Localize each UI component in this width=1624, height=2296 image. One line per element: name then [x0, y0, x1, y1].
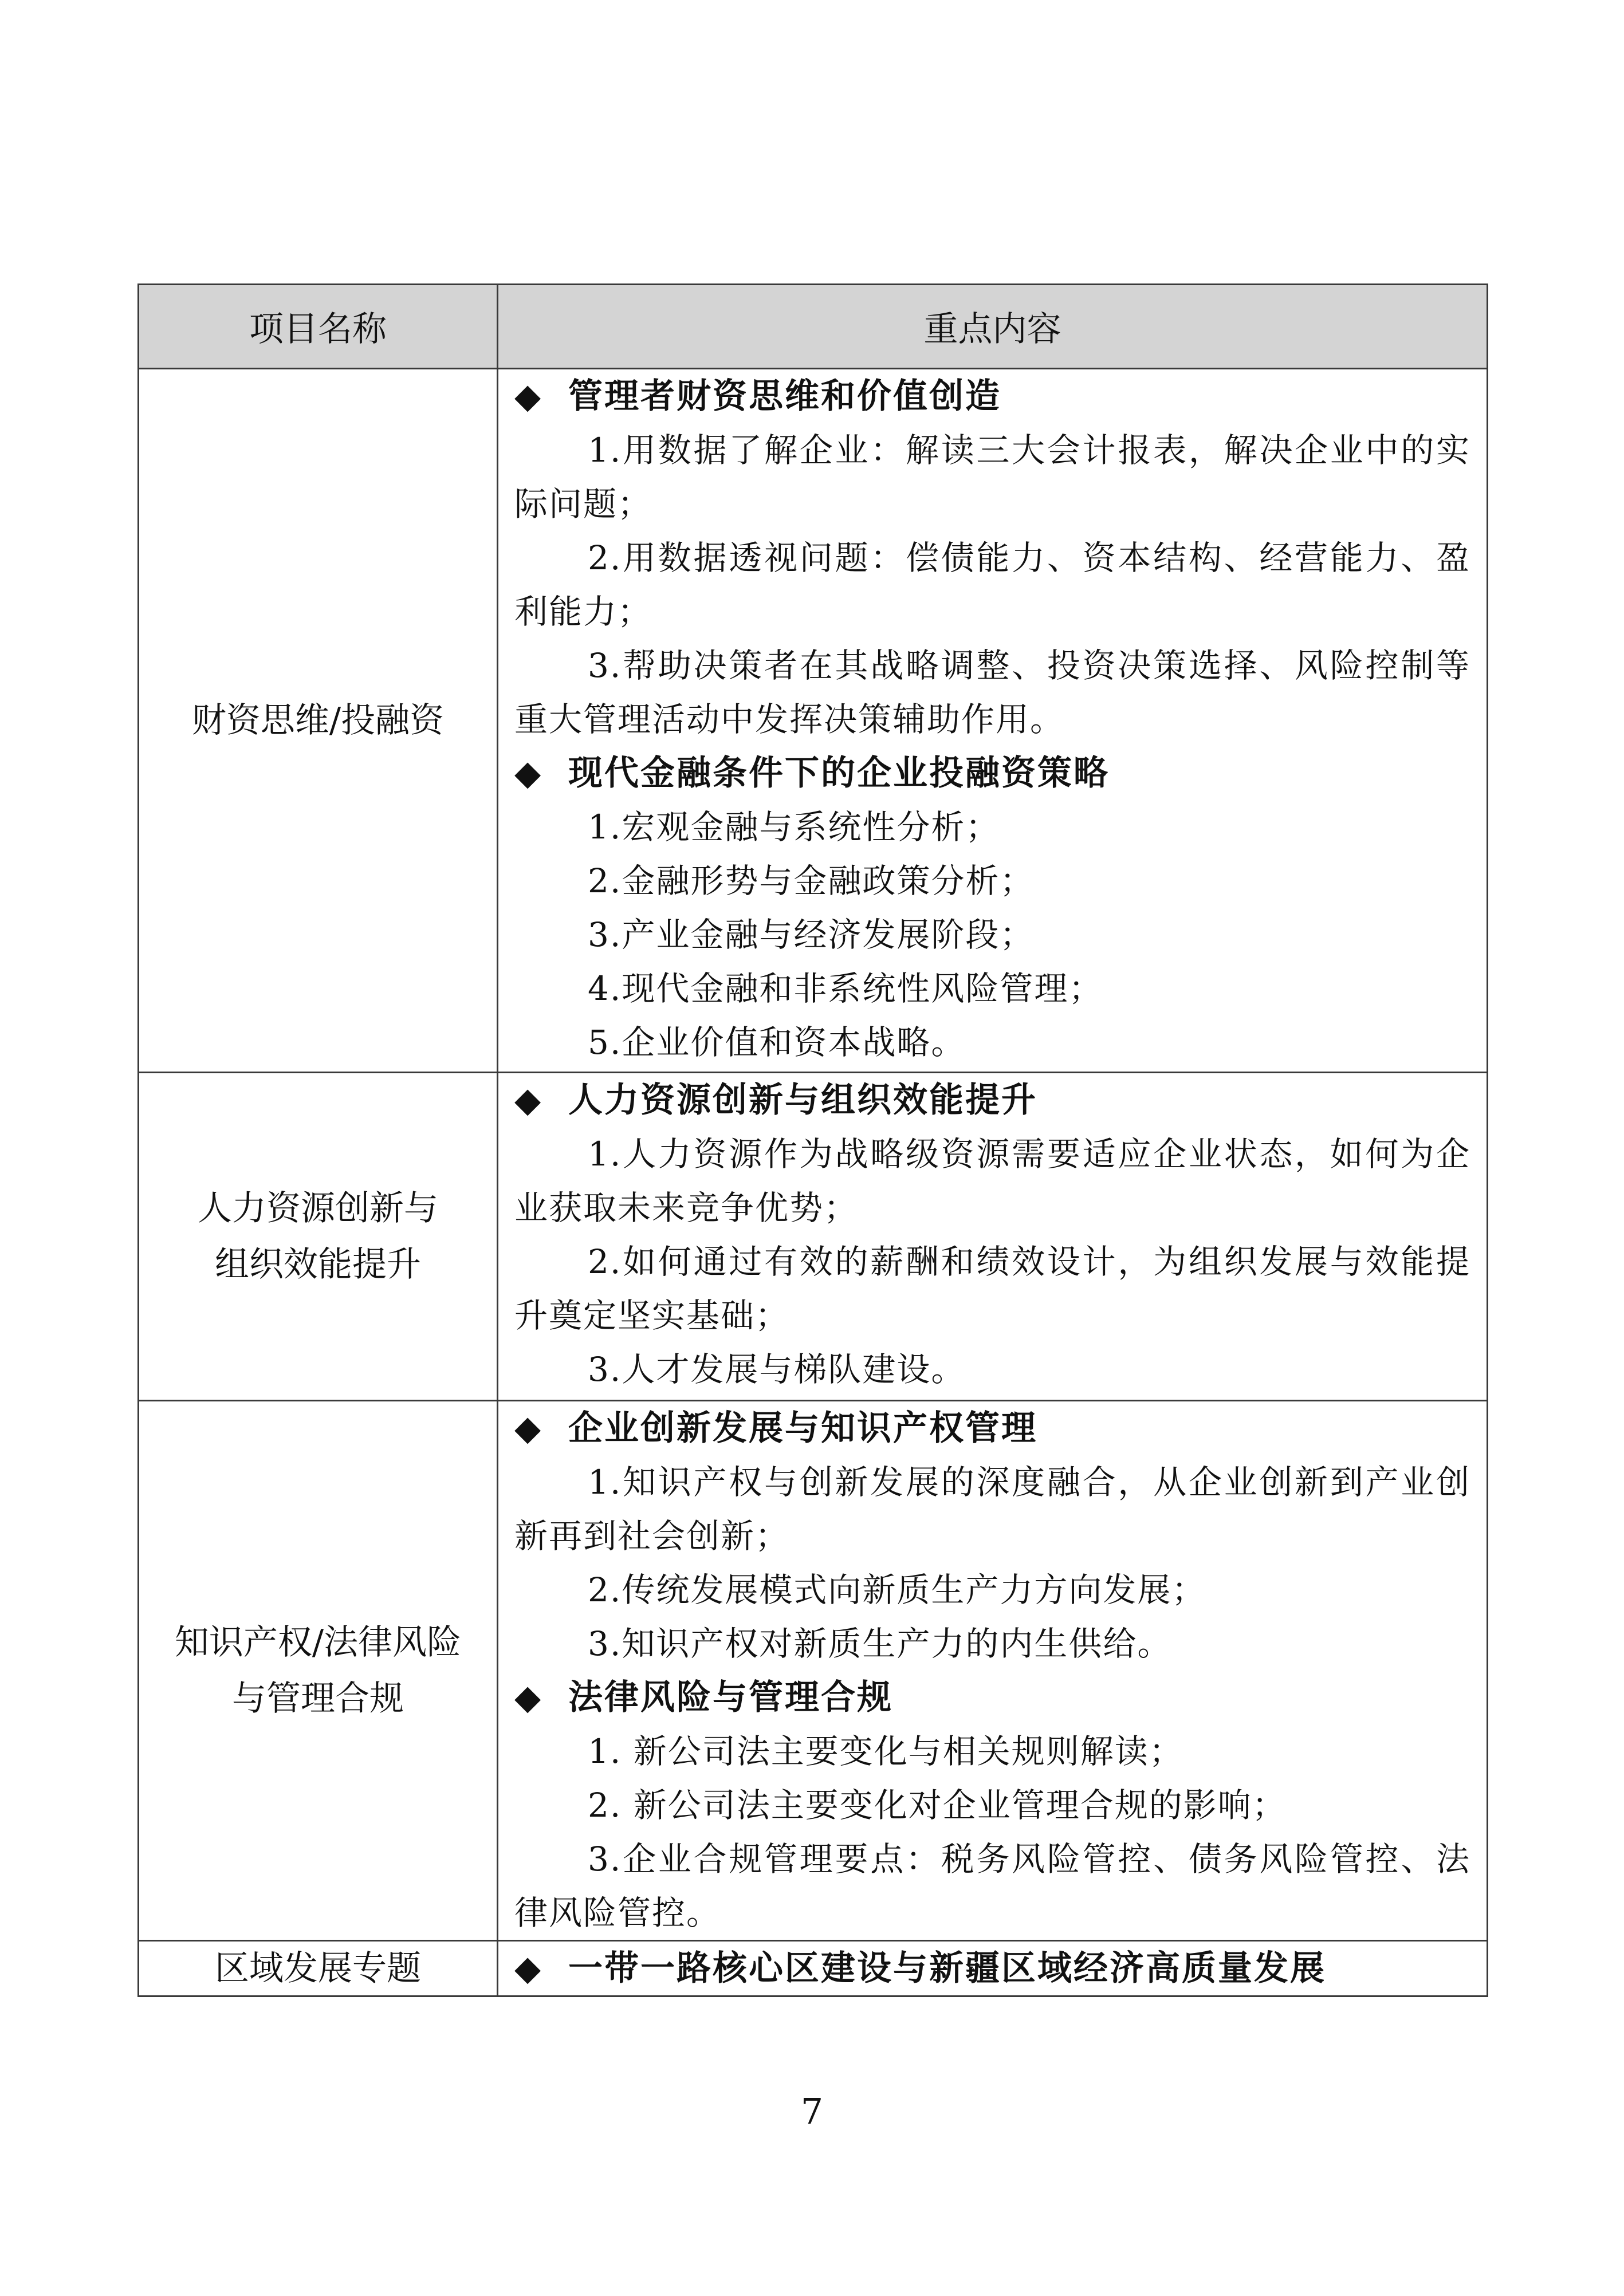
section-heading: ◆ 一带一路核心区建设与新疆区域经济高质量发展	[514, 1941, 1470, 1995]
list-item: 3.帮助决策者在其战略调整、投资决策选择、风险控制等重大管理活动中发挥决策辅助作用。	[514, 646, 1470, 739]
row-content	[498, 369, 1488, 1073]
list-item: 3.企业合规管理要点：税务风险管控、债务风险管控、法律风险管控。	[514, 1840, 1470, 1932]
list-item: 5.企业价值和资本战略。	[588, 1023, 966, 1062]
diamond-bullet-icon: ◆	[514, 1408, 541, 1448]
header-key-content: 重点内容	[498, 285, 1488, 369]
list-item: 2.金融形势与金融政策分析；	[588, 861, 1035, 900]
section-heading: ◆ 现代金融条件下的企业投融资策略	[514, 746, 1470, 800]
list-item: 1.用数据了解企业：解读三大会计报表，解决企业中的实际问题；	[514, 431, 1470, 523]
row-name: 区域发展专题	[139, 1941, 498, 1996]
diamond-bullet-icon: ◆	[514, 1948, 541, 1988]
diamond-bullet-icon: ◆	[514, 1677, 541, 1718]
row-name: 人力资源创新与 组织效能提升	[139, 1073, 498, 1401]
diamond-bullet-icon: ◆	[514, 753, 541, 793]
row-content	[498, 1401, 1488, 1941]
list-item: 2.用数据透视问题：偿债能力、资本结构、经营能力、盈利能力；	[514, 538, 1470, 631]
row-content	[498, 1941, 1488, 1996]
header-project-name: 项目名称	[139, 285, 498, 369]
diamond-bullet-icon: ◆	[514, 1080, 541, 1120]
row-content	[498, 1073, 1488, 1401]
page-number: 7	[800, 2090, 824, 2132]
course-table	[137, 283, 1488, 1997]
list-item: 3.人才发展与梯队建设。	[588, 1350, 966, 1389]
list-item: 1.宏观金融与系统性分析；	[588, 808, 1000, 846]
list-item: 2.传统发展模式向新质生产力方向发展；	[588, 1570, 1206, 1609]
list-item: 1.人力资源作为战略级资源需要适应企业状态，如何为企业获取未来竞争优势；	[514, 1135, 1470, 1227]
table-header-row	[139, 285, 1488, 369]
table-row	[139, 1401, 1488, 1941]
table-row	[139, 1941, 1488, 1996]
list-item: 3.产业金融与经济发展阶段；	[588, 915, 1035, 954]
list-item: 1. 新公司法主要变化与相关规则解读；	[588, 1732, 1183, 1771]
section-heading: ◆ 人力资源创新与组织效能提升	[514, 1073, 1470, 1127]
section-heading: ◆ 管理者财资思维和价值创造	[514, 369, 1470, 423]
list-item: 1.知识产权与创新发展的深度融合，从企业创新到产业创新再到社会创新；	[514, 1463, 1470, 1555]
row-name: 知识产权/法律风险 与管理合规	[139, 1401, 498, 1941]
list-item: 2. 新公司法主要变化对企业管理合规的影响；	[588, 1786, 1287, 1825]
table-row	[139, 369, 1488, 1073]
list-item: 4.现代金融和非系统性风险管理；	[588, 969, 1103, 1008]
list-item: 2.如何通过有效的薪酬和绩效设计，为组织发展与效能提升奠定坚实基础；	[514, 1242, 1470, 1335]
row-name: 财资思维/投融资	[139, 369, 498, 1073]
section-heading: ◆ 法律风险与管理合规	[514, 1671, 1470, 1724]
diamond-bullet-icon: ◆	[514, 376, 541, 416]
table-row	[139, 1073, 1488, 1401]
list-item: 3.知识产权对新质生产力的内生供给。	[588, 1624, 1172, 1663]
section-heading: ◆ 企业创新发展与知识产权管理	[514, 1401, 1470, 1455]
